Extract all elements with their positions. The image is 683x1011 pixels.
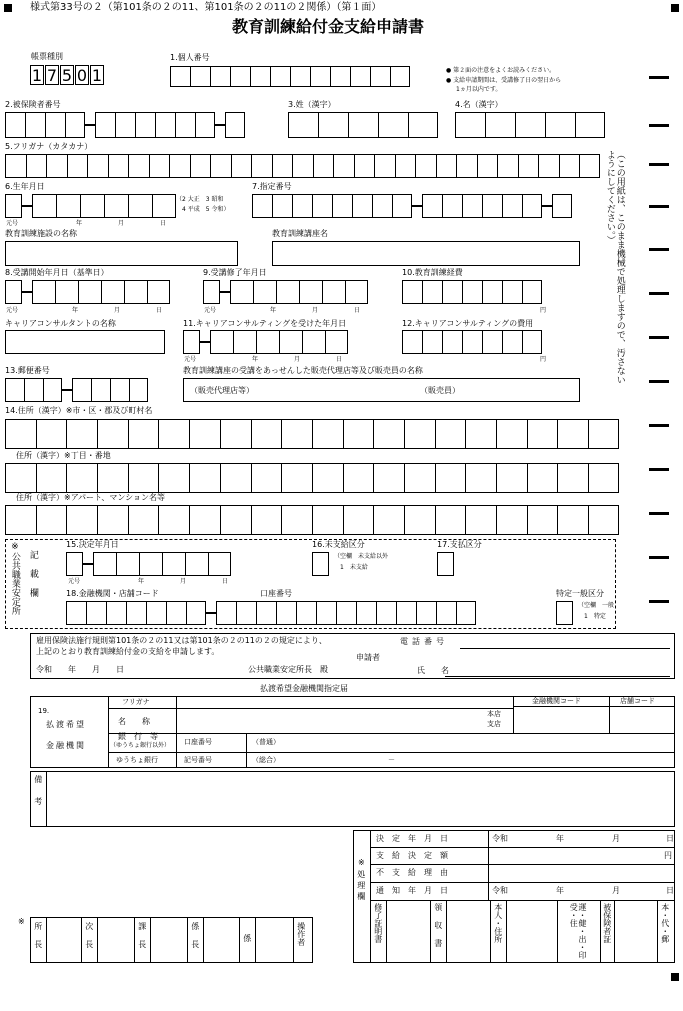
designated-number-label: 7.指定番号 bbox=[252, 182, 292, 191]
consulting-date-input[interactable] bbox=[183, 330, 348, 354]
address2-input[interactable] bbox=[5, 463, 619, 493]
proc-col: 領収書 bbox=[433, 903, 443, 957]
phone-label: 電話番号 bbox=[400, 637, 448, 646]
proc-col: 修了証明書 bbox=[373, 903, 383, 943]
agent-shop-caption: （販売代理店等） bbox=[190, 386, 254, 395]
declaration-text: 雇用保険法施行規則第101条の２の11又は第101条の２の11の２の規定により、 bbox=[36, 636, 327, 645]
ordinary-caption: （普通） bbox=[252, 738, 280, 746]
era-caption: 元号 bbox=[6, 220, 19, 227]
school-name-label: 教育訓練施設の名称 bbox=[5, 229, 77, 238]
form-number: 様式第33号の２（第101条の２の11、第101条の２の11の２関係）（第１面） bbox=[30, 2, 382, 13]
insured-number-input[interactable] bbox=[5, 112, 245, 138]
address2-label: 住所（漢字）※丁目・番地 bbox=[16, 451, 111, 460]
year-caption: 年 bbox=[76, 220, 83, 227]
corner-mark bbox=[671, 973, 679, 981]
stamp-staff: 係 bbox=[242, 934, 252, 942]
applicant-label: 申請者 bbox=[356, 653, 380, 662]
note-1: ● 第２面の注意をよくお読みください。 bbox=[446, 67, 556, 74]
reiwa-caption: 令和 bbox=[492, 886, 508, 895]
address1-input[interactable] bbox=[5, 419, 619, 449]
proc-col: 被保険者証 bbox=[602, 903, 612, 943]
branch-caption: 支店 bbox=[487, 720, 501, 728]
address3-input[interactable] bbox=[5, 505, 619, 535]
phone-line[interactable] bbox=[460, 648, 670, 649]
yen-caption: 円 bbox=[540, 356, 547, 363]
year-caption: 年 bbox=[556, 886, 564, 895]
course-name-label: 教育訓練講座名 bbox=[272, 229, 328, 238]
month-caption: 月 bbox=[114, 307, 121, 314]
insured-number-label: 2.被保険者番号 bbox=[5, 100, 61, 109]
bank-name-caption: 名 称 bbox=[118, 717, 150, 726]
year-caption: 年 bbox=[72, 307, 79, 314]
course-end-input[interactable] bbox=[203, 280, 368, 304]
surname-input[interactable] bbox=[288, 112, 438, 138]
stamp-section-chief: 課長 bbox=[137, 922, 147, 958]
era-caption: 元号 bbox=[6, 307, 19, 314]
individual-number-input[interactable] bbox=[170, 66, 410, 87]
stamp-unit-chief: 係長 bbox=[190, 922, 200, 958]
given-name-label: 4.名（漢字） bbox=[455, 100, 503, 109]
month-caption: 月 bbox=[180, 578, 187, 585]
proc-col: 本・代・郵 bbox=[660, 903, 670, 943]
birthdate-input[interactable] bbox=[5, 194, 176, 218]
special-category-input[interactable] bbox=[556, 601, 573, 625]
reiwa-caption: 令和 bbox=[492, 834, 508, 843]
day-caption: 日 bbox=[666, 834, 674, 843]
form-type-label: 帳票種別 bbox=[31, 52, 63, 61]
processing-table bbox=[353, 830, 675, 963]
day-caption: 日 bbox=[666, 886, 674, 895]
general-caption: （総合） bbox=[252, 756, 280, 764]
proc-amount: 支給決定額 bbox=[376, 851, 456, 860]
furigana-label: 5.フリガナ（カタカナ） bbox=[5, 142, 93, 151]
processing-label: ※処理欄 bbox=[356, 858, 366, 903]
day-caption: 日 bbox=[160, 220, 167, 227]
course-end-label: 9.受講修了年月日 bbox=[203, 268, 267, 277]
month-caption: 月 bbox=[312, 307, 319, 314]
name-line[interactable] bbox=[445, 676, 670, 677]
bank-type-caption: 銀 行 等 bbox=[118, 732, 158, 741]
year-caption: 年 bbox=[138, 578, 145, 585]
inst-code-caption: 金融機関コード bbox=[532, 697, 581, 705]
timing-mark bbox=[649, 76, 669, 79]
day-caption: 日 bbox=[156, 307, 163, 314]
career-consultant-label: キャリアコンサルタントの名称 bbox=[5, 319, 116, 328]
bank-account-input[interactable] bbox=[66, 601, 476, 625]
given-name-input[interactable] bbox=[455, 112, 605, 138]
symbol-caption: 記号番号 bbox=[184, 756, 212, 764]
unpaid-category-label: 16.未支給区分 bbox=[312, 540, 365, 549]
day-caption: 日 bbox=[336, 356, 343, 363]
proc-decision-date: 決定年月日 bbox=[376, 834, 456, 843]
yucho-caption: ゆうちょ銀行 bbox=[116, 756, 158, 764]
address1-label: 14.住所（漢字）※市・区・郡及び町村名 bbox=[5, 406, 153, 415]
head-office-caption: 本店 bbox=[487, 710, 501, 718]
consulting-cost-input[interactable] bbox=[402, 330, 542, 354]
note-3: 1ヵ月以内です。 bbox=[456, 86, 502, 93]
bank-type-sub: （ゆうちょ銀行以外） bbox=[110, 742, 171, 749]
note-2: ● 支給申請期間は、受講修了日の翌日から bbox=[446, 77, 562, 84]
form-title: 教育訓練給付金支給申請書 bbox=[232, 17, 425, 36]
individual-number-label: 1.個人番号 bbox=[170, 53, 210, 62]
stamps-box bbox=[30, 917, 313, 963]
address3-label: 住所（漢字）※アパート、マンション名等 bbox=[16, 493, 165, 502]
special-category-label: 特定一般区分 bbox=[556, 589, 604, 598]
proc-col: 運・健・出・印受・住 bbox=[569, 903, 587, 959]
decision-date-label: 15.決定年月日 bbox=[66, 540, 119, 549]
decision-date-input[interactable] bbox=[66, 552, 231, 576]
declaration-text: 上記のとおり教育訓練給付金の支給を申請します。 bbox=[36, 647, 220, 656]
year-caption: 年 bbox=[252, 356, 259, 363]
declaration-addressee: 公共職業安定所長 殿 bbox=[248, 665, 328, 674]
course-start-label: 8.受講開始年月日（基準日） bbox=[5, 268, 109, 277]
unpaid-category-input[interactable] bbox=[312, 552, 329, 576]
stamps-mark: ※ bbox=[18, 917, 25, 926]
postal-code-input[interactable] bbox=[5, 378, 148, 402]
school-name-input[interactable] bbox=[5, 241, 238, 266]
course-name-input[interactable] bbox=[272, 241, 580, 266]
surname-label: 3.姓（漢字） bbox=[288, 100, 336, 109]
form-type-code: 1 7 5 0 1 bbox=[31, 66, 103, 85]
remarks-label: 備考 bbox=[33, 775, 43, 819]
birthdate-label: 6.生年月日 bbox=[5, 182, 45, 191]
stamp-operator: 操作者 bbox=[296, 922, 306, 946]
payment-category-label: 17.支払区分 bbox=[437, 540, 482, 549]
era-note: （2 大正 3 昭和 bbox=[176, 196, 224, 203]
account-caption: 口座番号 bbox=[184, 738, 212, 746]
special-option: （空欄 一般 bbox=[578, 602, 615, 609]
month-caption: 月 bbox=[118, 220, 125, 227]
year-caption: 年 bbox=[556, 834, 564, 843]
agent-label: 教育訓練講座の受講をあっせんした販売代理店等及び販売員の名称 bbox=[183, 366, 423, 375]
corner-mark bbox=[4, 4, 12, 12]
era-caption: 元号 bbox=[68, 578, 81, 585]
unpaid-option: 1 未支給 bbox=[334, 564, 368, 571]
day-caption: 日 bbox=[222, 578, 229, 585]
unpaid-option: （空欄 未支給以外 bbox=[334, 553, 389, 560]
proc-notice-date: 通知年月日 bbox=[376, 886, 456, 895]
bank-heading: 払渡希望金融機関指定届 bbox=[260, 684, 348, 693]
branch-code-caption: 店舗コード bbox=[620, 697, 655, 705]
era-note: 4 平成 5 令和） bbox=[176, 206, 230, 213]
declaration-date: 令和 年 月 日 bbox=[36, 665, 124, 674]
office-label-2: 記載欄 bbox=[27, 550, 38, 607]
yen-caption: 円 bbox=[540, 307, 547, 314]
consulting-cost-label: 12.キャリアコンサルティングの費用 bbox=[402, 319, 534, 328]
proc-col: 本人・住所 bbox=[493, 903, 503, 943]
yen-caption: 円 bbox=[664, 851, 672, 860]
stamp-chief: 所長 bbox=[33, 922, 43, 958]
career-consultant-input[interactable] bbox=[5, 330, 165, 354]
month-caption: 月 bbox=[612, 886, 620, 895]
training-cost-label: 10.教育訓練経費 bbox=[402, 268, 463, 277]
furigana-input[interactable] bbox=[5, 154, 600, 178]
month-caption: 月 bbox=[612, 834, 620, 843]
name-label: 氏 名 bbox=[417, 666, 449, 675]
era-caption: 元号 bbox=[204, 307, 217, 314]
bank-num: 19. bbox=[38, 707, 50, 715]
training-cost-input[interactable] bbox=[402, 280, 542, 304]
bank-label: 払渡希望 bbox=[46, 720, 86, 729]
consulting-date-label: 11.キャリアコンサルティングを受けた年月日 bbox=[183, 319, 347, 328]
account-number-label: 口座番号 bbox=[260, 589, 292, 598]
corner-mark bbox=[671, 4, 679, 12]
era-caption: 元号 bbox=[184, 356, 197, 363]
agent-person-caption: （販売員） bbox=[420, 386, 460, 395]
dash-caption: － bbox=[388, 756, 395, 764]
stamp-deputy: 次長 bbox=[84, 922, 94, 958]
remarks-box[interactable] bbox=[30, 771, 675, 827]
proc-reason: 不支給理由 bbox=[376, 868, 456, 877]
day-caption: 日 bbox=[354, 307, 361, 314]
payment-category-input[interactable] bbox=[437, 552, 454, 576]
year-caption: 年 bbox=[270, 307, 277, 314]
course-start-input[interactable] bbox=[5, 280, 170, 304]
postal-code-label: 13.郵便番号 bbox=[5, 366, 50, 375]
designated-number-input[interactable] bbox=[252, 194, 572, 218]
special-option: 1 特定 bbox=[578, 613, 606, 620]
furigana-caption: フリガナ bbox=[122, 698, 150, 706]
side-note: （この用紙は、このまま機械で処理しますので、汚さないようにしてください。） bbox=[604, 150, 625, 384]
bank-code-label: 18.金融機関・店舗コード bbox=[66, 589, 159, 598]
bank-label: 金融機関 bbox=[46, 741, 86, 750]
office-label: ※公共職業安定所 bbox=[9, 542, 20, 615]
month-caption: 月 bbox=[294, 356, 301, 363]
